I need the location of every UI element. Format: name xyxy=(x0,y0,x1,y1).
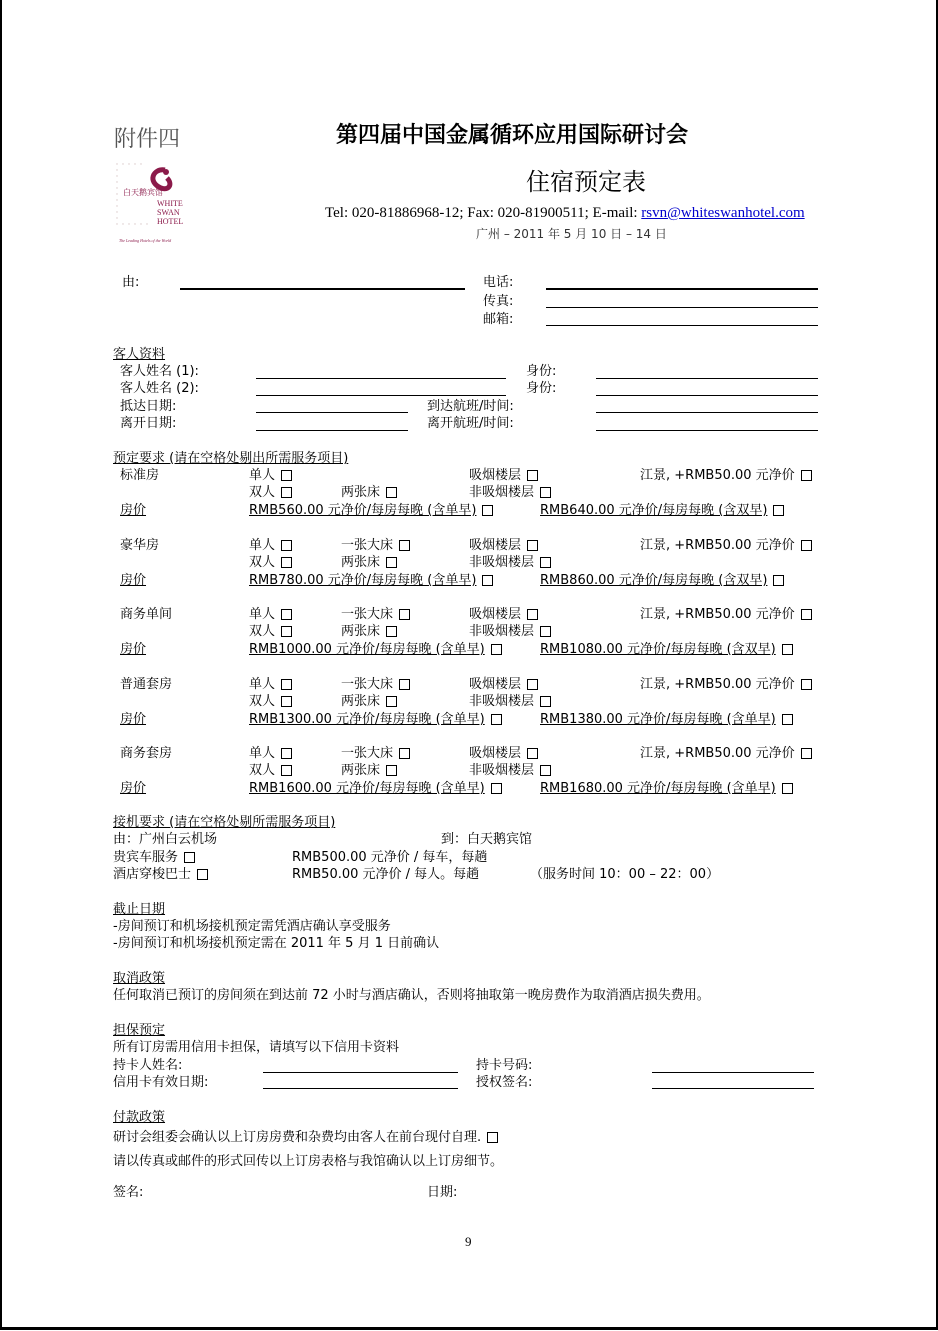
rate2-checkbox[interactable] xyxy=(782,714,793,725)
page-number: 9 xyxy=(465,1234,472,1249)
rate1-checkbox[interactable] xyxy=(491,783,502,794)
non-smoking-option: 非吸烟楼层 xyxy=(469,763,551,779)
guest-name2-label: 客人姓名 (2): xyxy=(120,381,199,396)
arrival-flight-field[interactable] xyxy=(596,412,818,413)
airport-to: 到：白天鹅宾馆 xyxy=(441,832,533,847)
river-view-checkbox[interactable] xyxy=(801,748,812,759)
guest-id1-field[interactable] xyxy=(596,378,818,379)
single-checkbox[interactable] xyxy=(281,679,292,690)
vip-car-checkbox[interactable] xyxy=(184,852,195,863)
room-rate-option-2: RMB640.00 元净价/每房每晚 (含双早) xyxy=(540,503,784,519)
cancel-text: 任何取消已预订的房间须在到达前 72 小时与酒店确认，否则将抽取第一晚房费作为取消酒店损失费用。 xyxy=(113,988,710,1003)
twin-bed-checkbox[interactable] xyxy=(386,696,397,707)
deadline-heading: 截止日期 xyxy=(113,902,166,917)
room-rate-label: 房价 xyxy=(120,712,147,727)
departure-flight-label: 离开航班/时间: xyxy=(427,416,514,431)
email-field[interactable] xyxy=(546,325,818,326)
logo-name-en1: WHITE xyxy=(157,199,183,208)
event-dates: 广州 – 2011 年 5 月 10 日 – 14 日 xyxy=(476,227,667,241)
departure-field[interactable] xyxy=(256,430,408,431)
river-view-option: 江景, +RMB50.00 元净价 xyxy=(640,607,812,623)
card-expiry-label: 信用卡有效日期: xyxy=(113,1075,209,1090)
room-name: 标准房 xyxy=(120,468,160,483)
river-view-option: 江景, +RMB50.00 元净价 xyxy=(640,677,812,693)
vip-car-price: RMB500.00 元净价 / 每车，每趟 xyxy=(292,850,488,865)
departure-flight-field[interactable] xyxy=(596,430,818,431)
twin-bed-option: 两张床 xyxy=(341,694,397,710)
rate1-checkbox[interactable] xyxy=(491,714,502,725)
logo-name-en2: SWAN xyxy=(157,208,180,217)
river-view-checkbox[interactable] xyxy=(801,540,812,551)
twin-bed-checkbox[interactable] xyxy=(386,626,397,637)
service-hours: （服务时间 10：00 – 22：00） xyxy=(530,867,720,882)
single-option: 单人 xyxy=(249,607,292,623)
vip-car-option xyxy=(113,850,195,866)
twin-bed-option: 两张床 xyxy=(341,555,397,571)
cardholder-field[interactable] xyxy=(263,1072,458,1073)
double-checkbox[interactable] xyxy=(281,487,292,498)
room-rate-option-1: RMB1300.00 元净价/每房每晚 (含单早) xyxy=(249,712,502,728)
rate1-checkbox[interactable] xyxy=(482,575,493,586)
room-rate-option-1: RMB560.00 元净价/每房每晚 (含单早) xyxy=(249,503,493,519)
vip-car-label: 贵宾车服务 xyxy=(113,850,179,865)
email-label: 邮箱: xyxy=(483,312,514,327)
payment-heading: 付款政策 xyxy=(113,1110,166,1125)
airport-from: 由：广州白云机场 xyxy=(113,832,218,847)
single-checkbox[interactable] xyxy=(281,609,292,620)
email-link[interactable]: rsvn@whiteswanhotel.com xyxy=(641,205,805,221)
logo-tagline: The Leading Hotels of the World xyxy=(119,238,172,243)
double-checkbox[interactable] xyxy=(281,626,292,637)
single-option: 单人 xyxy=(249,746,292,762)
guest-name2-field[interactable] xyxy=(256,395,506,396)
single-checkbox[interactable] xyxy=(281,470,292,481)
authorized-signature-label: 授权签名: xyxy=(476,1075,533,1090)
deadline-line1: -房间预订和机场接机预定需凭酒店确认享受服务 xyxy=(113,919,391,934)
payment-line1: 研讨会组委会确认以上订房房费和杂费均由客人在前台现付自理. xyxy=(113,1130,498,1146)
double-option: 双人 xyxy=(249,694,292,710)
guest-id2-label: 身份: xyxy=(526,381,557,396)
smoking-option: 吸烟楼层 xyxy=(469,746,538,762)
card-expiry-field[interactable] xyxy=(263,1088,458,1089)
king-bed-option: 一张大床 xyxy=(341,746,410,762)
smoking-checkbox[interactable] xyxy=(527,609,538,620)
guest-id2-field[interactable] xyxy=(596,395,818,396)
twin-bed-checkbox[interactable] xyxy=(386,557,397,568)
double-checkbox[interactable] xyxy=(281,557,292,568)
river-view-option: 江景, +RMB50.00 元净价 xyxy=(640,746,812,762)
payment-checkbox[interactable] xyxy=(487,1132,498,1143)
room-rate-option-2: RMB860.00 元净价/每房每晚 (含双早) xyxy=(540,573,784,589)
non-smoking-checkbox[interactable] xyxy=(540,487,551,498)
attachment-label: 附件四 xyxy=(114,127,181,152)
single-option: 单人 xyxy=(249,468,292,484)
river-view-option: 江景, +RMB50.00 元净价 xyxy=(640,468,812,484)
river-view-checkbox[interactable] xyxy=(801,470,812,481)
room-name: 普通套房 xyxy=(120,677,173,692)
smoking-checkbox[interactable] xyxy=(527,679,538,690)
twin-bed-checkbox[interactable] xyxy=(386,765,397,776)
double-checkbox[interactable] xyxy=(281,696,292,707)
arrival-flight-label: 到达航班/时间: xyxy=(427,399,514,414)
room-name: 商务套房 xyxy=(120,746,173,761)
room-rate-label: 房价 xyxy=(120,503,147,518)
smoking-option: 吸烟楼层 xyxy=(469,677,538,693)
deadline-line2: -房间预订和机场接机预定需在 2011 年 5 月 1 日前确认 xyxy=(113,936,440,951)
cardholder-label: 持卡人姓名: xyxy=(113,1058,183,1073)
phone-label: 电话: xyxy=(483,275,514,290)
room-rate-label: 房价 xyxy=(120,642,147,657)
room-name: 豪华房 xyxy=(120,538,160,553)
river-view-checkbox[interactable] xyxy=(801,609,812,620)
smoking-checkbox[interactable] xyxy=(527,748,538,759)
phone-field[interactable] xyxy=(546,288,818,290)
twin-bed-option: 两张床 xyxy=(341,485,397,501)
form-subtitle: 住宿预定表 xyxy=(526,168,646,196)
twin-bed-checkbox[interactable] xyxy=(386,487,397,498)
non-smoking-option: 非吸烟楼层 xyxy=(469,624,551,640)
shuttle-checkbox[interactable] xyxy=(197,869,208,880)
guest-name1-field[interactable] xyxy=(256,378,506,379)
date-label: 日期: xyxy=(427,1185,458,1200)
contact-text: Tel: 020-81886968-12; Fax: 020-81900511; E-mail: xyxy=(325,205,642,221)
double-option: 双人 xyxy=(249,624,292,640)
king-bed-option: 一张大床 xyxy=(341,677,410,693)
double-checkbox[interactable] xyxy=(281,765,292,776)
smoking-option: 吸烟楼层 xyxy=(469,607,538,623)
contact-line xyxy=(325,204,805,222)
river-view-option: 江景, +RMB50.00 元净价 xyxy=(640,538,812,554)
fax-field[interactable] xyxy=(546,307,818,308)
rate2-checkbox[interactable] xyxy=(773,505,784,516)
rate1-checkbox[interactable] xyxy=(491,644,502,655)
guest-heading: 客人资料 xyxy=(113,347,166,362)
single-option: 单人 xyxy=(249,538,292,554)
single-option: 单人 xyxy=(249,677,292,693)
king-bed-checkbox[interactable] xyxy=(399,540,410,551)
king-bed-checkbox[interactable] xyxy=(399,609,410,620)
room-rate-option-1: RMB1600.00 元净价/每房每晚 (含单早) xyxy=(249,781,502,797)
fax-label: 传真: xyxy=(483,294,514,309)
logo-name-en3: HOTEL xyxy=(157,217,184,226)
shuttle-price: RMB50.00 元净价 / 每人。每趟 xyxy=(292,867,480,882)
river-view-checkbox[interactable] xyxy=(801,679,812,690)
booking-heading: 预定要求 (请在空格处剔出所需服务项目) xyxy=(113,451,349,466)
card-number-label: 持卡号码: xyxy=(476,1058,533,1073)
departure-label: 离开日期: xyxy=(120,416,177,431)
single-checkbox[interactable] xyxy=(281,540,292,551)
signature-label: 签名: xyxy=(113,1185,144,1200)
authorized-signature-field[interactable] xyxy=(652,1088,814,1089)
smoking-checkbox[interactable] xyxy=(527,540,538,551)
page-title: 第四届中国金属循环应用国际研讨会 xyxy=(336,123,689,148)
smoking-option: 吸烟楼层 xyxy=(469,538,538,554)
double-option: 双人 xyxy=(249,555,292,571)
rate1-checkbox[interactable] xyxy=(482,505,493,516)
hotel-logo xyxy=(113,160,197,246)
non-smoking-checkbox[interactable] xyxy=(540,557,551,568)
twin-bed-option: 两张床 xyxy=(341,624,397,640)
rate2-checkbox[interactable] xyxy=(782,783,793,794)
airport-heading: 接机要求 (请在空格处剔所需服务项目) xyxy=(113,815,336,830)
rate2-checkbox[interactable] xyxy=(782,644,793,655)
shuttle-option xyxy=(113,867,208,883)
king-bed-checkbox[interactable] xyxy=(399,748,410,759)
double-option: 双人 xyxy=(249,485,292,501)
room-rate-option-2: RMB1080.00 元净价/每房每晚 (含双早) xyxy=(540,642,793,658)
room-rate-option-2: RMB1380.00 元净价/每房每晚 (含单早) xyxy=(540,712,793,728)
non-smoking-option: 非吸烟楼层 xyxy=(469,485,551,501)
room-rate-label: 房价 xyxy=(120,781,147,796)
twin-bed-option: 两张床 xyxy=(341,763,397,779)
room-name: 商务单间 xyxy=(120,607,173,622)
single-checkbox[interactable] xyxy=(281,748,292,759)
arrival-label: 抵达日期: xyxy=(120,399,177,414)
guarantee-heading: 担保预定 xyxy=(113,1023,166,1038)
payment-line2: 请以传真或邮件的形式回传以上订房表格与我馆确认以上订房细节。 xyxy=(113,1154,504,1169)
king-bed-option: 一张大床 xyxy=(341,607,410,623)
king-bed-option: 一张大床 xyxy=(341,538,410,554)
double-option: 双人 xyxy=(249,763,292,779)
arrival-field[interactable] xyxy=(256,412,408,413)
non-smoking-option: 非吸烟楼层 xyxy=(469,555,551,571)
logo-name-cn: 白天鹅宾馆 xyxy=(123,188,163,197)
smoking-option: 吸烟楼层 xyxy=(469,468,538,484)
card-number-field[interactable] xyxy=(652,1072,814,1073)
room-rate-option-1: RMB780.00 元净价/每房每晚 (含单早) xyxy=(249,573,493,589)
non-smoking-checkbox[interactable] xyxy=(540,626,551,637)
room-rate-option-1: RMB1000.00 元净价/每房每晚 (含单早) xyxy=(249,642,502,658)
non-smoking-option: 非吸烟楼层 xyxy=(469,694,551,710)
non-smoking-checkbox[interactable] xyxy=(540,765,551,776)
room-rate-option-2: RMB1680.00 元净价/每房每晚 (含单早) xyxy=(540,781,793,797)
non-smoking-checkbox[interactable] xyxy=(540,696,551,707)
guarantee-text: 所有订房需用信用卡担保，请填写以下信用卡资料 xyxy=(113,1040,400,1055)
guest-name1-label: 客人姓名 (1): xyxy=(120,364,199,379)
cancel-heading: 取消政策 xyxy=(113,971,166,986)
from-field[interactable] xyxy=(180,288,465,290)
rate2-checkbox[interactable] xyxy=(773,575,784,586)
king-bed-checkbox[interactable] xyxy=(399,679,410,690)
from-label: 由: xyxy=(122,275,140,290)
smoking-checkbox[interactable] xyxy=(527,470,538,481)
guest-id1-label: 身份: xyxy=(526,364,557,379)
room-rate-label: 房价 xyxy=(120,573,147,588)
shuttle-label: 酒店穿梭巴士 xyxy=(113,867,192,882)
